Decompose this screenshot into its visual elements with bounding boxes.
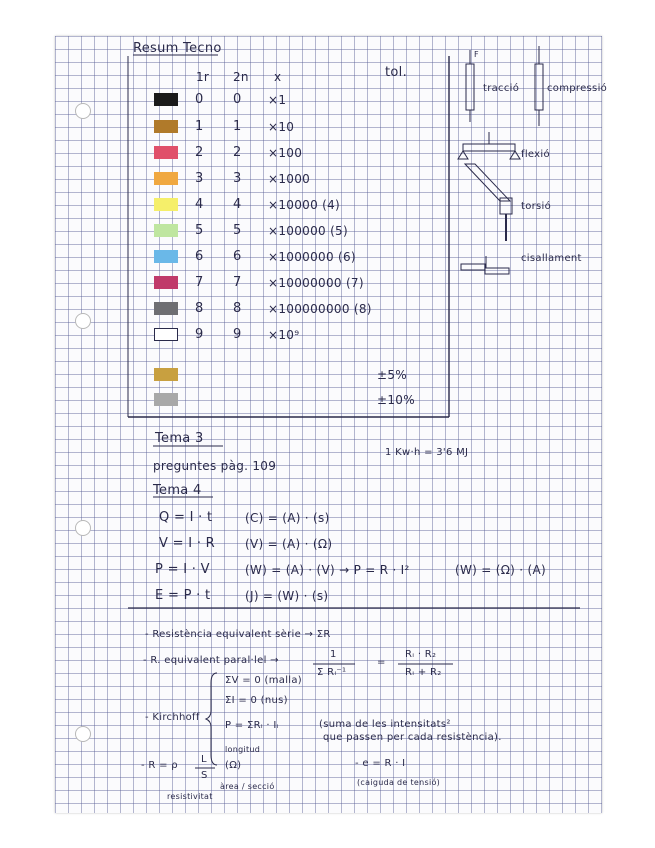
multiplier: ×10⁹ bbox=[268, 328, 300, 342]
tema3-title: Tema 3 bbox=[155, 431, 204, 446]
gold-swatch bbox=[154, 368, 178, 381]
first-digit: 9 bbox=[195, 327, 204, 342]
color-swatch bbox=[154, 172, 178, 185]
multiplier: ×100 bbox=[268, 146, 303, 160]
parallel-numerator: 1 bbox=[330, 649, 337, 660]
first-digit: 6 bbox=[195, 249, 204, 264]
torsio-shape bbox=[465, 164, 510, 201]
parallel-equals: = bbox=[377, 657, 386, 668]
parallel-denominator-2: Rᵢ + R₂ bbox=[405, 667, 442, 678]
color-swatch bbox=[154, 224, 178, 237]
units-power-alt: (W) = (Ω) · (A) bbox=[455, 563, 546, 577]
units-charge: (C) = (A) · (s) bbox=[245, 511, 330, 525]
header-tolerance: tol. bbox=[385, 65, 407, 80]
label-flexio: flexió bbox=[521, 149, 550, 160]
note-kirchhoff: - Kirchhoff bbox=[145, 712, 200, 723]
multiplier: ×10 bbox=[268, 120, 295, 134]
summary-title: Resum Tecno bbox=[133, 41, 222, 56]
label-torsio: torsió bbox=[521, 201, 552, 212]
ink-lines bbox=[55, 36, 602, 813]
tema4-title: Tema 4 bbox=[153, 483, 202, 498]
silver-swatch bbox=[154, 393, 178, 406]
tema3-questions: preguntes pàg. 109 bbox=[153, 459, 277, 473]
resistance-unit: (Ω) bbox=[225, 760, 242, 771]
label-compressio: compressió bbox=[547, 83, 608, 94]
multiplier: ×1 bbox=[268, 93, 287, 107]
label-traccio: tracció bbox=[483, 83, 520, 94]
resistance-area: S bbox=[201, 770, 208, 781]
flexio-shape bbox=[463, 144, 515, 151]
multiplier: ×100000 (5) bbox=[268, 224, 348, 238]
kirchhoff-brace bbox=[206, 673, 217, 765]
multiplier: ×10000000 (7) bbox=[268, 276, 364, 290]
traccio-shape bbox=[466, 64, 474, 110]
formula-charge: Q = I · t bbox=[159, 510, 213, 525]
multiplier: ×1000 bbox=[268, 172, 311, 186]
formula-voltage: V = I · R bbox=[159, 536, 216, 551]
tolerance-gold: ±5% bbox=[377, 368, 407, 382]
kirchhoff-current: ΣI = 0 (nus) bbox=[225, 695, 288, 706]
units-power: (W) = (A) · (V) → P = R · I² bbox=[245, 563, 410, 577]
formula-energy: E = P · t bbox=[155, 588, 211, 603]
first-digit: 3 bbox=[195, 171, 204, 186]
first-digit: 0 bbox=[195, 92, 204, 107]
color-swatch bbox=[154, 120, 178, 133]
first-digit: 5 bbox=[195, 223, 204, 238]
second-digit: 9 bbox=[233, 327, 242, 342]
compressio-shape bbox=[535, 64, 543, 110]
second-digit: 3 bbox=[233, 171, 242, 186]
first-digit: 4 bbox=[195, 197, 204, 212]
kirchhoff-note-1: (suma de les intensitats² bbox=[319, 719, 451, 730]
color-swatch bbox=[154, 146, 178, 159]
label-caiguda: (caiguda de tensió) bbox=[357, 778, 441, 787]
label-longitud: longitud bbox=[225, 745, 261, 754]
note-voltage-drop: - e = R · I bbox=[355, 758, 406, 769]
second-digit: 4 bbox=[233, 197, 242, 212]
multiplier: ×10000 (4) bbox=[268, 198, 341, 212]
resistance-length: L bbox=[201, 754, 207, 765]
color-swatch bbox=[154, 250, 178, 263]
label-resistivitat: resistivitat bbox=[167, 792, 213, 801]
formula-power: P = I · V bbox=[155, 562, 210, 577]
multiplier: ×100000000 (8) bbox=[268, 302, 372, 316]
units-energy: (J) = (W) · (s) bbox=[245, 589, 329, 603]
note-resistance: - R = ρ bbox=[141, 760, 178, 771]
note-parallel: - R. equivalent paral·lel → bbox=[143, 655, 279, 666]
kirchhoff-voltage: ΣV = 0 (malla) bbox=[225, 675, 302, 686]
second-digit: 6 bbox=[233, 249, 242, 264]
first-digit: 1 bbox=[195, 119, 204, 134]
header-first-digit: 1r bbox=[196, 70, 210, 84]
kirchhoff-power: P = ΣRᵢ · Iᵢ bbox=[225, 720, 279, 731]
note-series: - Resistència equivalent sèrie → ΣR bbox=[145, 629, 331, 640]
parallel-denominator: Σ Rᵢ⁻¹ bbox=[317, 667, 347, 678]
label-area: àrea / secció bbox=[220, 782, 275, 791]
first-digit: 7 bbox=[195, 275, 204, 290]
notebook-page bbox=[55, 36, 608, 813]
color-swatch bbox=[154, 198, 178, 211]
second-digit: 7 bbox=[233, 275, 242, 290]
color-swatch bbox=[154, 328, 178, 341]
force-label: F bbox=[474, 50, 479, 59]
cisallament-shape bbox=[461, 264, 485, 270]
second-digit: 5 bbox=[233, 223, 242, 238]
header-multiplier: x bbox=[274, 70, 282, 84]
second-digit: 0 bbox=[233, 92, 242, 107]
units-voltage: (V) = (A) · (Ω) bbox=[245, 537, 333, 551]
tolerance-silver: ±10% bbox=[377, 393, 415, 407]
energy-note: 1 Kw·h = 3'6 MJ bbox=[385, 447, 469, 458]
header-second-digit: 2n bbox=[233, 70, 249, 84]
color-swatch bbox=[154, 93, 178, 106]
kirchhoff-note-2: que passen per cada resistència). bbox=[323, 732, 502, 743]
parallel-numerator-2: Rᵢ · R₂ bbox=[405, 649, 437, 660]
second-digit: 8 bbox=[233, 301, 242, 316]
color-swatch bbox=[154, 302, 178, 315]
second-digit: 1 bbox=[233, 119, 242, 134]
second-digit: 2 bbox=[233, 145, 242, 160]
first-digit: 2 bbox=[195, 145, 204, 160]
color-swatch bbox=[154, 276, 178, 289]
first-digit: 8 bbox=[195, 301, 204, 316]
multiplier: ×1000000 (6) bbox=[268, 250, 356, 264]
label-cisallament: cisallament bbox=[521, 253, 582, 264]
